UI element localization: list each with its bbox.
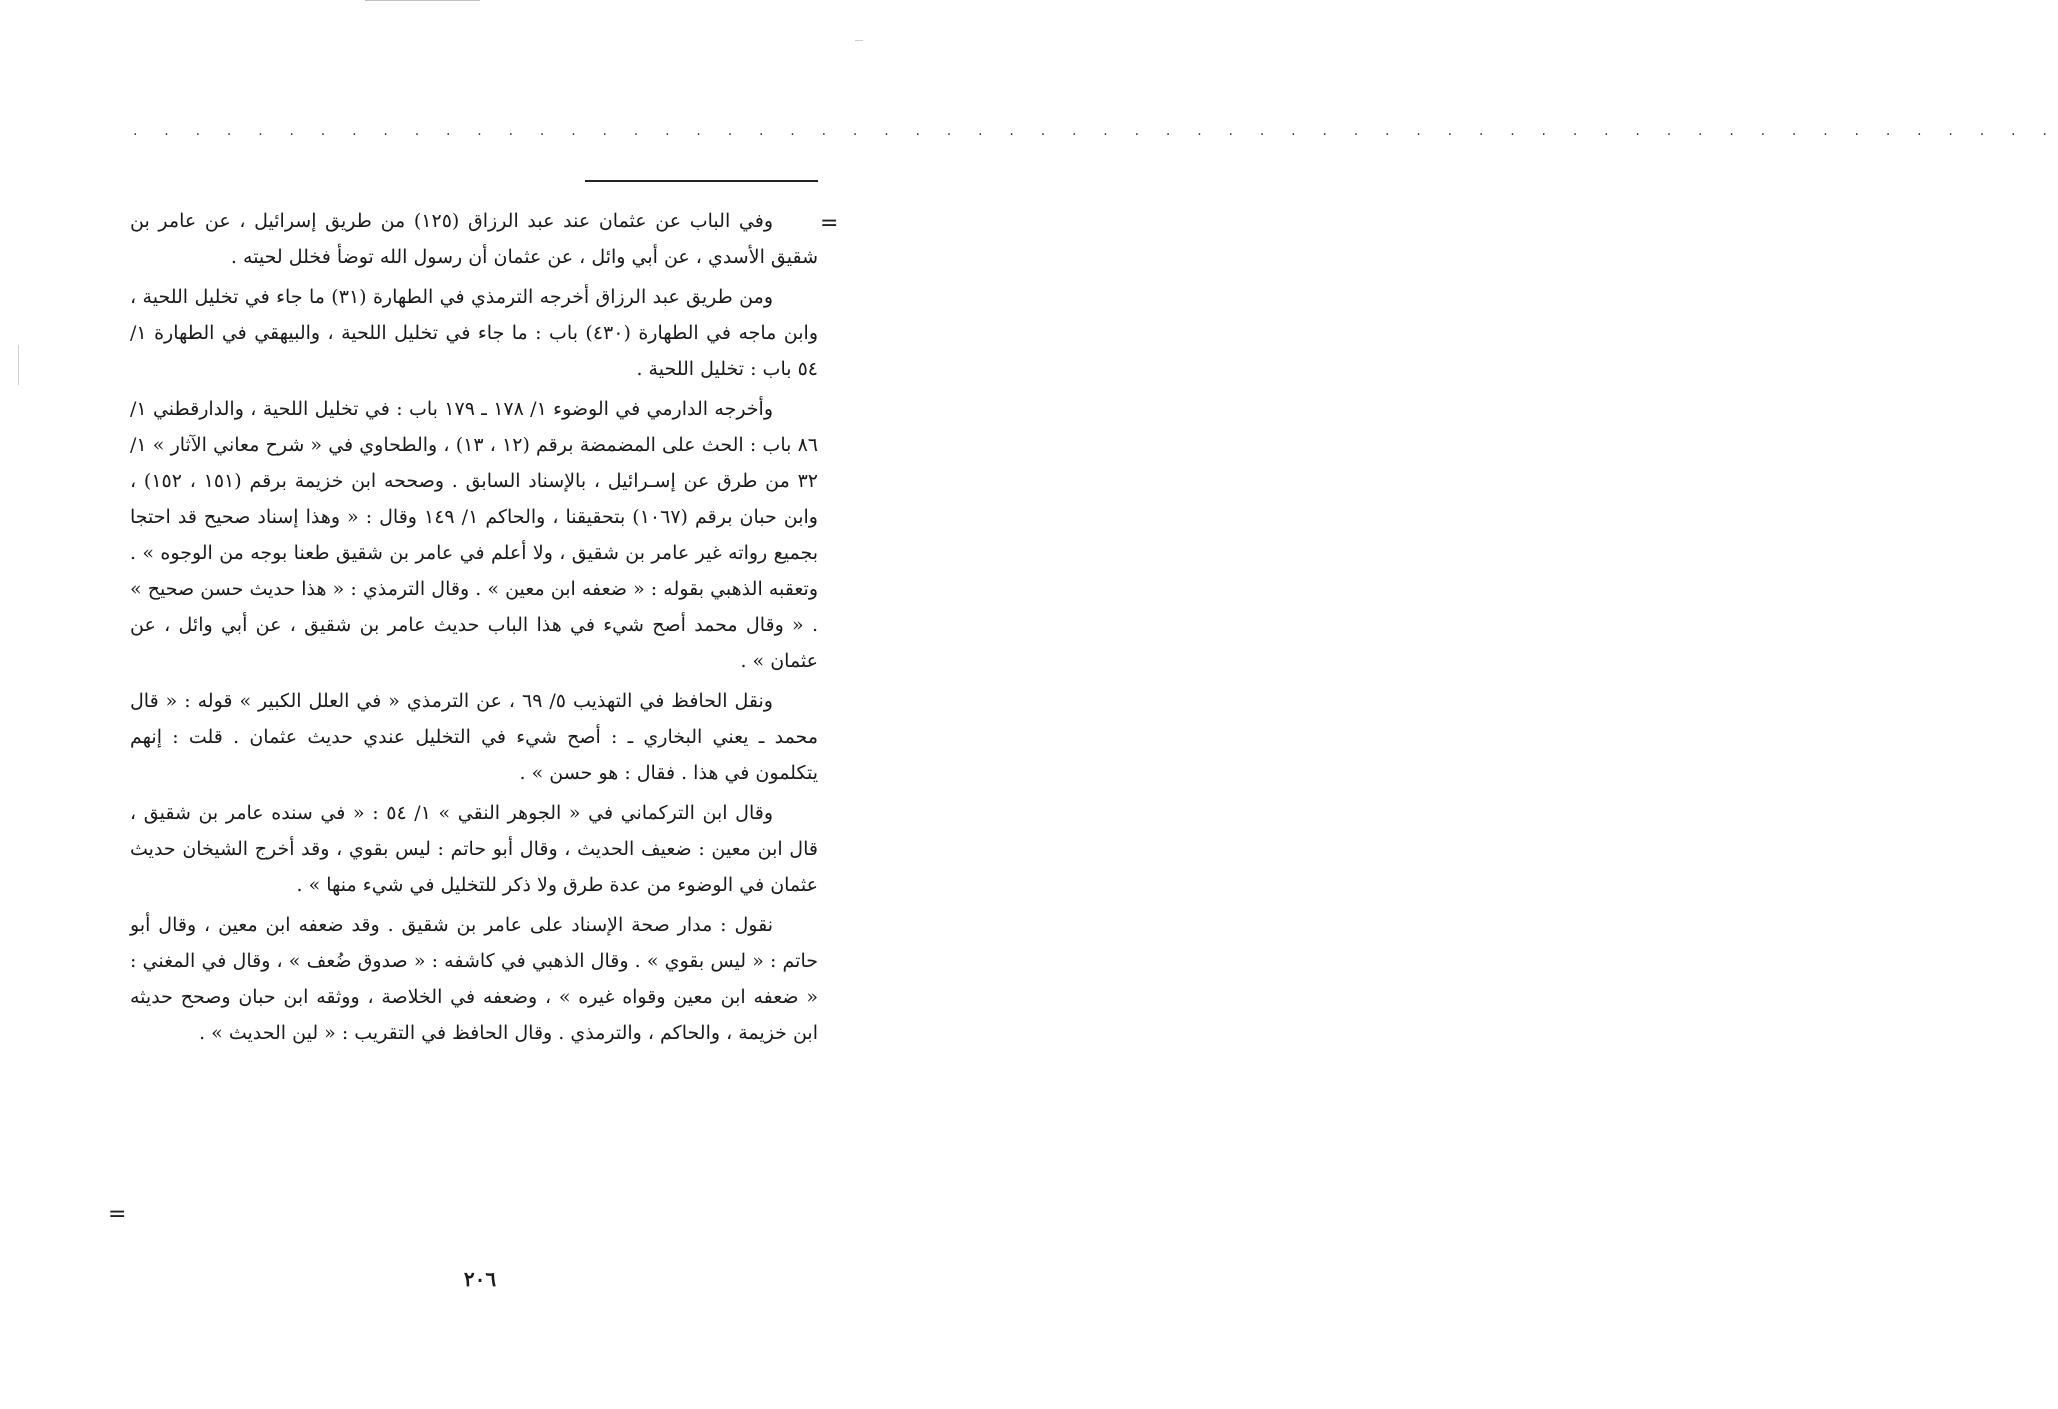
continuation-mark-bottom: = xyxy=(108,1202,127,1227)
footnote-separator-rule xyxy=(585,180,818,182)
paragraph-2: ومن طريق عبد الرزاق أخرجه الترمذي في الطهارة (٣١) ما جاء في تخليل اللحية ، وابن ماجه في الطهارة (٤٣٠) باب : ما جاء في تخليل اللحية ، والبيهقي في الطهارة ١/ ٥٤ باب : تخليل اللحية . xyxy=(130,286,818,380)
paragraph-6: نقول : مدار صحة الإسناد على عامر بن شقيق . وقد ضعفه ابن معين ، وقال أبو حاتم : « ليس بقوي » . وقال الذهبي في كاشفه : « صدوق ضُعف » ، وقال في المغني : « ضعفه ابن معين وقواه غيره » ، وضعفه في الخلاصة ، ووثقه ابن حبان وصحح حديثه ابن خزيمة ، والحاكم ، والترمذي . وقال الحافظ في التقريب : « لين الحديث » . xyxy=(130,914,818,1044)
top-edge-rule xyxy=(365,0,480,1)
margin-scan-mark xyxy=(18,345,19,385)
footnote-text-block xyxy=(130,203,818,1055)
paragraph-5: وقال ابن التركماني في « الجوهر النقي » ١/ ٥٤ : « في سنده عامر بن شقيق ، قال ابن معين : ضعيف الحديث ، وقال أبو حاتم : ليس بقوي ، وقد أخرج الشيخان حديث عثمان في الوضوء من عدة طرق ولا ذكر للتخليل في شيء منها » . xyxy=(130,802,818,896)
paragraph-4: ونقل الحافظ في التهذيب ٥/ ٦٩ ، عن الترمذي « في العلل الكبير » قوله : « قال محمد ـ يعني البخاري ـ : أصح شيء في التخليل عندي حديث عثمان . قلت : إنهم يتكلمون في هذا . فقال : هو حسن » . xyxy=(130,690,818,784)
continuation-mark-top: = xyxy=(820,211,839,236)
dotted-separator: . . . . . . . . . . . . . . . . . . . . . . . . . . . . . . . . . . . . . . . . . . . . . . . . . . . . . . . . . . . . . . xyxy=(133,123,2058,139)
page-number: ٢٠٦ xyxy=(463,1267,497,1291)
paragraph-1: وفي الباب عن عثمان عند عبد الرزاق (١٢٥) من طريق إسرائيل ، عن عامر بن شقيق الأسدي ، عن أبي وائل ، عن عثمان أن رسول الله توضأ فخلل لحيته . xyxy=(130,210,818,268)
scan-mark xyxy=(855,40,863,41)
paragraph-3: وأخرجه الدارمي في الوضوء ١/ ١٧٨ ـ ١٧٩ باب : في تخليل اللحية ، والدارقطني ١/ ٨٦ باب : الحث على المضمضة برقم (١٢ ، ١٣) ، والطحاوي في « شرح معاني الآثار » ١/ ٣٢ من طرق عن إسـرائيل ، بالإسناد السابق . وصححه ابن خزيمة برقم (١٥١ ، ١٥٢) ، وابن حبان برقم (١٠٦٧) بتحقيقنا ، والحاكم ١/ ١٤٩ وقال : « وهذا إسناد صحيح قد احتجا بجميع رواته غير عامر بن شقيق ، ولا أعلم في عامر بن شقيق طعنا بوجه من الوجوه » . وتعقبه الذهبي بقوله : « ضعفه ابن معين » . وقال الترمذي : « هذا حديث حسن صحيح » . « وقال محمد أصح شيء في هذا الباب حديث عامر بن شقيق ، عن أبي وائل ، عن عثمان » . xyxy=(130,398,819,672)
